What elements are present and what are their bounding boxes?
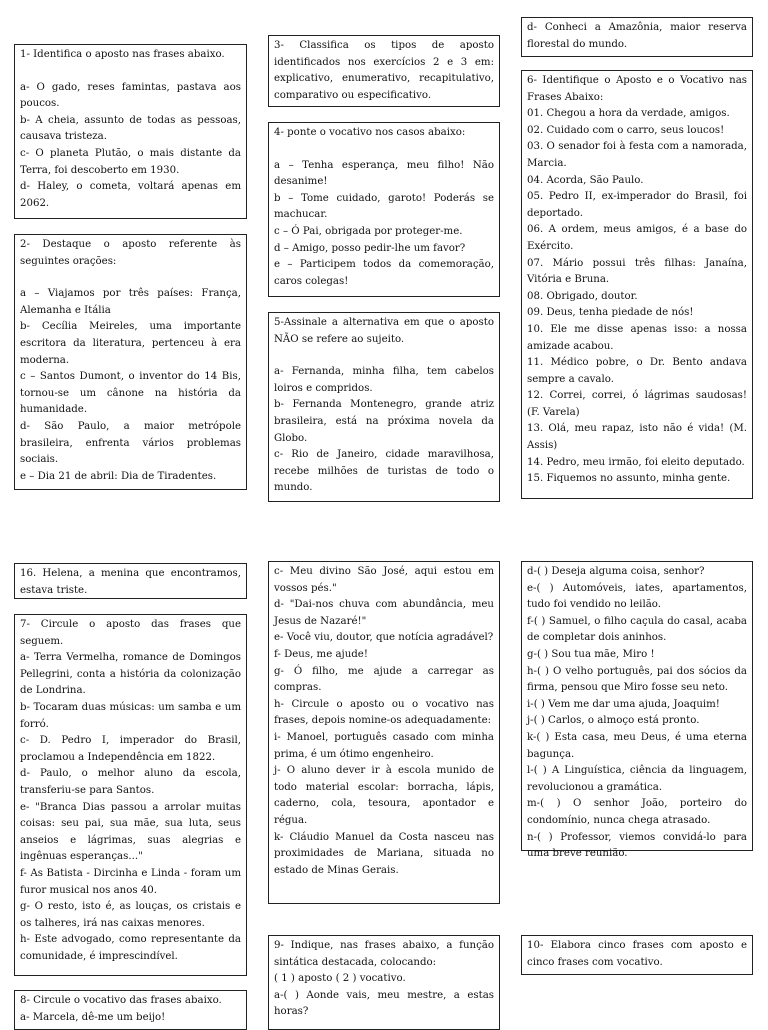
exercise-item: d- Conheci a Amazônia, maior reserva florestal do mundo.	[527, 22, 747, 50]
exercise-item: a-( ) Aonde vais, meu mestre, a estas horas?	[274, 989, 494, 1018]
exercise-item: a- O gado, reses famintas, pastava aos poucos.	[20, 81, 241, 110]
exercise-item: e- "Branca Dias passou a arrolar muitas coisas: seu pai, sua mãe, sua luta, seus anseios e lágrimas, suas alegrias e ingênuas esperanças..."	[20, 801, 241, 863]
exercise-item: e- Você viu, doutor, que notícia agradável?	[274, 632, 494, 644]
exercise-item: 08. Obrigado, doutor.	[527, 290, 638, 302]
exercise-item: n-( ) Professor, viemos convidá-lo para uma breve reunião.	[527, 831, 747, 860]
exercise-item: e-( ) Automóveis, iates, apartamentos, tudo foi vendido no leilão.	[527, 582, 747, 611]
exercise-item: h- Este advogado, como representante da comunidade, é imprescindível.	[20, 934, 241, 962]
exercise-7-box	[14, 614, 247, 976]
exercise-item: c – Ó Pai, obrigada por proteger-me.	[274, 225, 463, 237]
exercise-title: 1- Identifica o aposto nas frases abaixo.	[20, 49, 225, 60]
exercise-item: d- "Dai-nos chuva com abundância, meu Jesus de Nazaré!"	[274, 599, 494, 627]
exercise-item: a – Viajamos por três países: França, Alemanha e Itália	[20, 288, 241, 316]
exercise-item: a- Marcela, dê-me um beijo!	[20, 1011, 166, 1023]
exercise-9-continuation-box	[521, 561, 753, 860]
exercise-item: j-( ) Carlos, o almoço está pronto.	[527, 715, 700, 727]
exercise-title: 6- Identifique o Aposto e o Vocativo nas Frases Abaixo:	[527, 75, 747, 103]
exercise-item: h- Circule o aposto ou o vocativo nas frases, depois nomine-os adequadamente:	[274, 698, 494, 727]
exercise-item: h-( ) O velho português, pai dos sócios da firma, pensou que Miro fosse seu neto.	[527, 665, 747, 694]
exercise-item: 14. Pedro, meu irmão, foi eleito deputado.	[527, 456, 745, 468]
exercise-item: a- Fernanda, minha filha, tem cabelos loiros e compridos.	[274, 366, 494, 394]
exercise-item: ( 1 ) aposto ( 2 ) vocativo.	[274, 973, 406, 985]
exercise-item: b- Tocaram duas músicas: um samba e um forró.	[20, 701, 241, 730]
exercise-5-option-d-box	[521, 17, 753, 57]
exercise-item: l-( ) A Linguística, ciência da linguagem, revolucionou a gramática.	[527, 765, 747, 793]
exercise-item: d- São Paulo, a maior metrópole brasileira, enfrenta vários problemas sociais.	[20, 420, 241, 466]
exercise-item: 13. Olá, meu rapaz, isto não é vida! (M. Assis)	[527, 423, 747, 452]
exercise-item: e – Dia 21 de abril: Dia de Tiradentes.	[20, 470, 217, 482]
exercise-item: d – Amigo, posso pedir-lhe um favor?	[274, 242, 466, 254]
exercise-9-box	[268, 935, 500, 1030]
exercise-item: i-( ) Vem me dar uma ajuda, Joaquim!	[527, 698, 720, 710]
exercise-title: 3- Classifica os tipos de aposto identificados nos exercícios 2 e 3 em: explicativo, enumerativo, recapitulativo, comparativo ou especificativo.	[274, 40, 494, 101]
exercise-item: a – Tenha esperança, meu filho! Não desanime!	[274, 159, 494, 188]
exercise-item: 07. Mário possui três filhas: Janaína, Vitória e Bruna.	[527, 257, 747, 286]
exercise-6-box	[521, 70, 753, 499]
exercise-item: d- Paulo, o melhor aluno da escola, transferiu-se para Santos.	[20, 768, 241, 796]
exercise-item: 09. Deus, tenha piedade de nós!	[527, 307, 694, 319]
exercise-item: 16. Helena, a menina que encontramos, estava triste.	[20, 568, 241, 596]
exercise-8-continuation-box	[268, 561, 500, 904]
exercise-item: k- Cláudio Manuel da Costa nasceu nas proximidades de Mariana, situada no estado de Minas Gerais.	[274, 831, 494, 876]
exercise-item: 10- Elabora cinco frases com aposto e cinco frases com vocativo.	[527, 940, 747, 968]
exercise-item: g-( ) Sou tua mãe, Miro !	[527, 648, 655, 660]
exercise-5-box	[268, 312, 500, 502]
exercise-16-box	[14, 563, 247, 599]
exercise-item: e – Participem todos da comemoração, caros colegas!	[274, 259, 494, 287]
exercise-item: c – Santos Dumont, o inventor do 14 Bis, tornou-se um cânone na história da humanidade.	[20, 371, 241, 416]
exercise-title: 4- ponte o vocativo nos casos abaixo:	[274, 127, 466, 138]
exercise-item: f- Deus, me ajude!	[274, 648, 368, 660]
exercise-item: b – Tome cuidado, garoto! Poderás se machucar.	[274, 192, 494, 221]
exercise-title: 5-Assinale a alternativa em que o aposto NÃO se refere ao sujeito.	[274, 317, 494, 345]
exercise-title: 9- Indique, nas frases abaixo, a função sintática destacada, colocando:	[274, 940, 494, 968]
exercise-item: c- Meu divino São José, aqui estou em vossos pés."	[274, 566, 494, 594]
exercise-item: 01. Chegou a hora da verdade, amigos.	[527, 108, 730, 120]
exercise-item: 04. Acorda, São Paulo.	[527, 174, 644, 186]
exercise-item: 03. O senador foi à festa com a namorada, Marcia.	[527, 141, 747, 169]
exercise-item: b- Fernanda Montenegro, grande atriz brasileira, está na próxima novela da Globo.	[274, 399, 494, 444]
exercise-item: 06. A ordem, meus amigos, é a base do Exército.	[527, 224, 747, 252]
exercise-item: 11. Médico pobre, o Dr. Bento andava sempre a cavalo.	[527, 357, 747, 385]
exercise-item: c- Rio de Janeiro, cidade maravilhosa, recebe milhões de turistas de todo o mundo.	[274, 449, 494, 494]
exercise-title: 7- Circule o aposto das frases que seguem.	[20, 619, 241, 647]
exercise-item: 05. Pedro II, ex-imperador do Brasil, foi deportado.	[527, 191, 747, 219]
exercise-item: 15. Fiquemos no assunto, minha gente.	[527, 473, 731, 485]
exercise-item: b- Cecília Meireles, uma importante escritora da literatura, pertenceu à era moderna.	[20, 321, 241, 366]
exercise-title: 8- Circule o vocativo das frases abaixo.	[20, 995, 222, 1006]
exercise-item: b- A cheia, assunto de todas as pessoas, causava tristeza.	[20, 114, 241, 143]
exercise-item: 10. Ele me disse apenas isso: a nossa amizade acabou.	[527, 323, 747, 352]
exercise-item: f- As Batista - Dircinha e Linda - foram um furor musical nos anos 40.	[20, 867, 241, 896]
exercise-item: f-( ) Samuel, o filho caçula do casal, acaba de completar dois aninhos.	[527, 615, 747, 644]
exercise-title: 2- Destaque o aposto referente às seguintes orações:	[20, 239, 241, 267]
exercise-item: c- O planeta Plutão, o mais distante da Terra, foi descoberto em 1930.	[20, 147, 241, 176]
exercise-item: m-( ) O senhor João, porteiro do condomínio, nunca chega atrasado.	[527, 798, 747, 826]
exercise-item: j- O aluno dever ir à escola munido de todo material escolar: borracha, lápis, caderno, cola, tesoura, apontador e régua.	[274, 765, 494, 826]
exercise-item: d- Haley, o cometa, voltará apenas em 2062.	[20, 181, 241, 209]
exercise-10-box	[521, 935, 753, 975]
exercise-4-box	[268, 122, 500, 297]
exercise-2-box	[14, 234, 247, 490]
exercise-item: i- Manoel, português casado com minha prima, é um ótimo engenheiro.	[274, 731, 494, 760]
exercise-item: g- O resto, isto é, as louças, os cristais e os talheres, irá nas caixas menores.	[20, 901, 241, 929]
exercise-3-box	[268, 35, 500, 107]
exercise-item: d-( ) Deseja alguma coisa, senhor?	[527, 566, 705, 577]
exercise-1-box	[14, 44, 247, 219]
exercise-item: 02. Cuidado com o carro, seus loucos!	[527, 124, 725, 136]
exercise-item: k-( ) Esta casa, meu Deus, é uma eterna bagunça.	[527, 731, 747, 760]
exercise-item: g- Ó filho, me ajude a carregar as compras.	[274, 665, 494, 694]
exercise-8-box	[14, 990, 247, 1030]
exercise-item: a- Terra Vermelha, romance de Domingos Pellegrini, conta a história da colonização de Londrina.	[20, 652, 241, 697]
exercise-item: c- D. Pedro I, imperador do Brasil, proclamou a Independência em 1822.	[20, 735, 241, 763]
exercise-item: 12. Correi, correi, ó lágrimas saudosas! (F. Varela)	[527, 390, 747, 418]
